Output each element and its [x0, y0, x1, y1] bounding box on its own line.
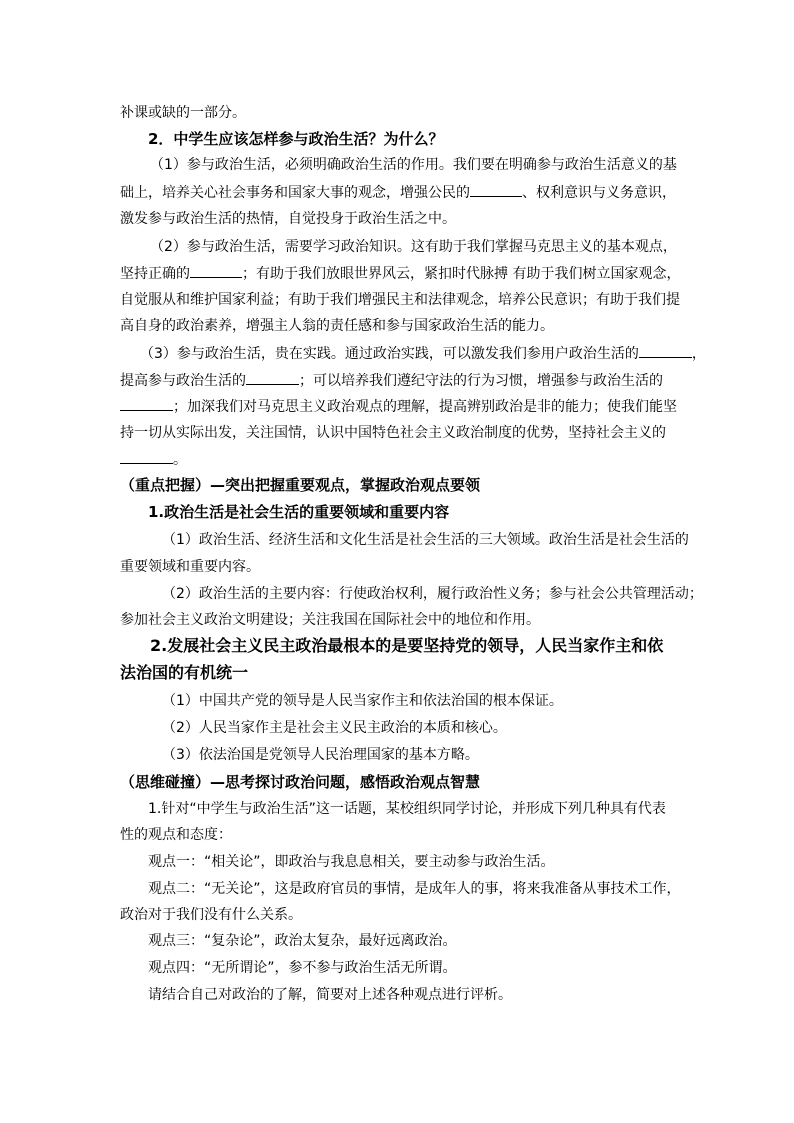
text: 础上，培养关心社会事务和国家大事的观念，增强公民的 — [120, 185, 470, 201]
text: 激发参与政治生活的热情，自觉投身于政治生活之中。 — [120, 211, 456, 227]
text: 请结合自己对政治的了解，简要对上述各种观点进行评析。 — [148, 987, 512, 1003]
text-line — [120, 290, 680, 310]
text-line — [120, 423, 666, 443]
text: ；可以培养我们遵纪守法的行为习惯，增强参与政治生活的 — [299, 373, 663, 389]
text: 高自身的政治素养，增强主人翁的责任感和参与国家政治生活的能力。 — [120, 318, 554, 334]
text-line — [120, 103, 246, 123]
text: 。 — [173, 452, 187, 468]
text: 坚持正确的 — [120, 266, 190, 282]
fill-in-blank[interactable] — [190, 263, 242, 278]
text: （2）参与政治生活，需要学习政治知识。这有助于我们掌握马克思主义的基本观点， — [150, 239, 677, 255]
text: 观点三：“复杂论”，政治太复杂，最好远离政治。 — [148, 933, 457, 949]
text-line — [140, 343, 706, 364]
text-line — [120, 182, 676, 203]
text: 2．中学生应该怎样参与政治生活？为什么？ — [148, 130, 444, 148]
text-line — [120, 449, 187, 470]
text-line — [150, 237, 677, 257]
text: 补课或缺的一部分。 — [120, 105, 246, 121]
text: 持一切从实际出发，关注国情，认识中国特色社会主义政治制度的优势，坚持社会主义的 — [120, 425, 666, 441]
text-line — [120, 610, 540, 630]
text-line — [120, 263, 680, 284]
point-heading-1 — [148, 502, 449, 522]
fill-in-blank[interactable] — [639, 343, 692, 358]
text-line — [120, 396, 677, 417]
text: ；有助于我们放眼世界风云，紧扣时代脉搏 有助于我们树立国家观念， — [242, 266, 681, 282]
text-line — [148, 852, 555, 872]
text: 1.针对“中学生与政治生活”这一话题，某校组织同学讨论，并形成下列几种具有代表 — [148, 801, 666, 817]
text-line — [162, 718, 507, 738]
text-line — [150, 155, 677, 175]
fill-in-blank[interactable] — [246, 370, 299, 385]
text: 观点二：“无关论”，这是政府官员的事情，是成年人的事，将来我准备从事技术工作， — [148, 881, 681, 897]
text-line — [162, 530, 689, 550]
text: 自觉服从和维护国家利益；有助于我们增强民主和法律观念，培养公民意识；有助于我们提 — [120, 292, 680, 308]
text-line — [120, 905, 302, 925]
text: 参加社会主义政治文明建设；关注我国在国际社会中的地位和作用。 — [120, 612, 540, 628]
text: （1）政治生活、经济生活和文化生活是社会生活的三大领域。政治生活是社会生活的 — [162, 532, 689, 548]
text: 观点一：“相关论”，即政治与我息息相关，要主动参与政治生活。 — [148, 854, 555, 870]
text-line — [148, 879, 681, 899]
text: 法治国的有机统一 — [120, 663, 249, 682]
text: 、权利意识与义务意识， — [522, 185, 676, 201]
text: （2）政治生活的主要内容：行使政治权利，履行政治性义务；参与社会公共管理活动； — [162, 586, 703, 602]
text: （重点把握）—突出把握重要观点，掌握政治观点要领 — [120, 476, 481, 494]
text: （2）人民当家作主是社会主义民主政治的本质和核心。 — [162, 720, 507, 736]
text: ；加深我们对马克思主义政治观点的理解，提高辨别政治是非的能力；使我们能坚 — [173, 399, 677, 415]
text: （1）中国共产党的领导是人民当家作主和依法治国的根本保证。 — [162, 693, 563, 709]
text-line — [148, 931, 457, 951]
question-heading-2 — [148, 129, 443, 149]
section-heading-key-points — [120, 475, 480, 495]
text-line — [148, 958, 457, 978]
text: （1）参与政治生活，必须明确政治生活的作用。我们要在明确参与政治生活意义的基 — [150, 157, 677, 173]
fill-in-blank[interactable] — [120, 396, 173, 411]
point-heading-2 — [150, 636, 663, 656]
text: （3）参与政治生活，贵在实践。通过政治实践，可以激发我们参用户政治生活的 — [140, 346, 639, 362]
text-line — [120, 825, 232, 845]
text: （思维碰撞）—思考探讨政治问题，感悟政治观点智慧 — [120, 773, 481, 791]
text-line — [120, 209, 456, 229]
text: 政治对于我们没有什么关系。 — [120, 907, 302, 923]
text-line — [162, 691, 563, 711]
text-line — [120, 557, 260, 577]
text-line — [148, 985, 512, 1005]
text: （3）依法治国是党领导人民治理国家的基本方略。 — [162, 747, 479, 763]
text: 1.政治生活是社会生活的重要领域和重要内容 — [148, 503, 450, 521]
text-line — [120, 370, 663, 391]
fill-in-blank[interactable] — [120, 449, 173, 464]
text-line — [162, 745, 479, 765]
text: 重要领域和重要内容。 — [120, 559, 260, 575]
text: ， — [691, 346, 706, 362]
point-heading-2-cont — [120, 663, 248, 683]
section-heading-thinking — [120, 772, 480, 792]
text: 提高参与政治生活的 — [120, 373, 246, 389]
fill-in-blank[interactable] — [470, 182, 522, 197]
text-line — [148, 799, 666, 819]
text: 观点四：“无所谓论”，参不参与政治生活无所谓。 — [148, 960, 457, 976]
text-line — [120, 316, 554, 336]
text-line — [162, 584, 703, 604]
text: 性的观点和态度： — [120, 827, 232, 843]
text: 2.发展社会主义民主政治最根本的是要坚持党的领导，人民当家作主和依 — [150, 636, 664, 655]
